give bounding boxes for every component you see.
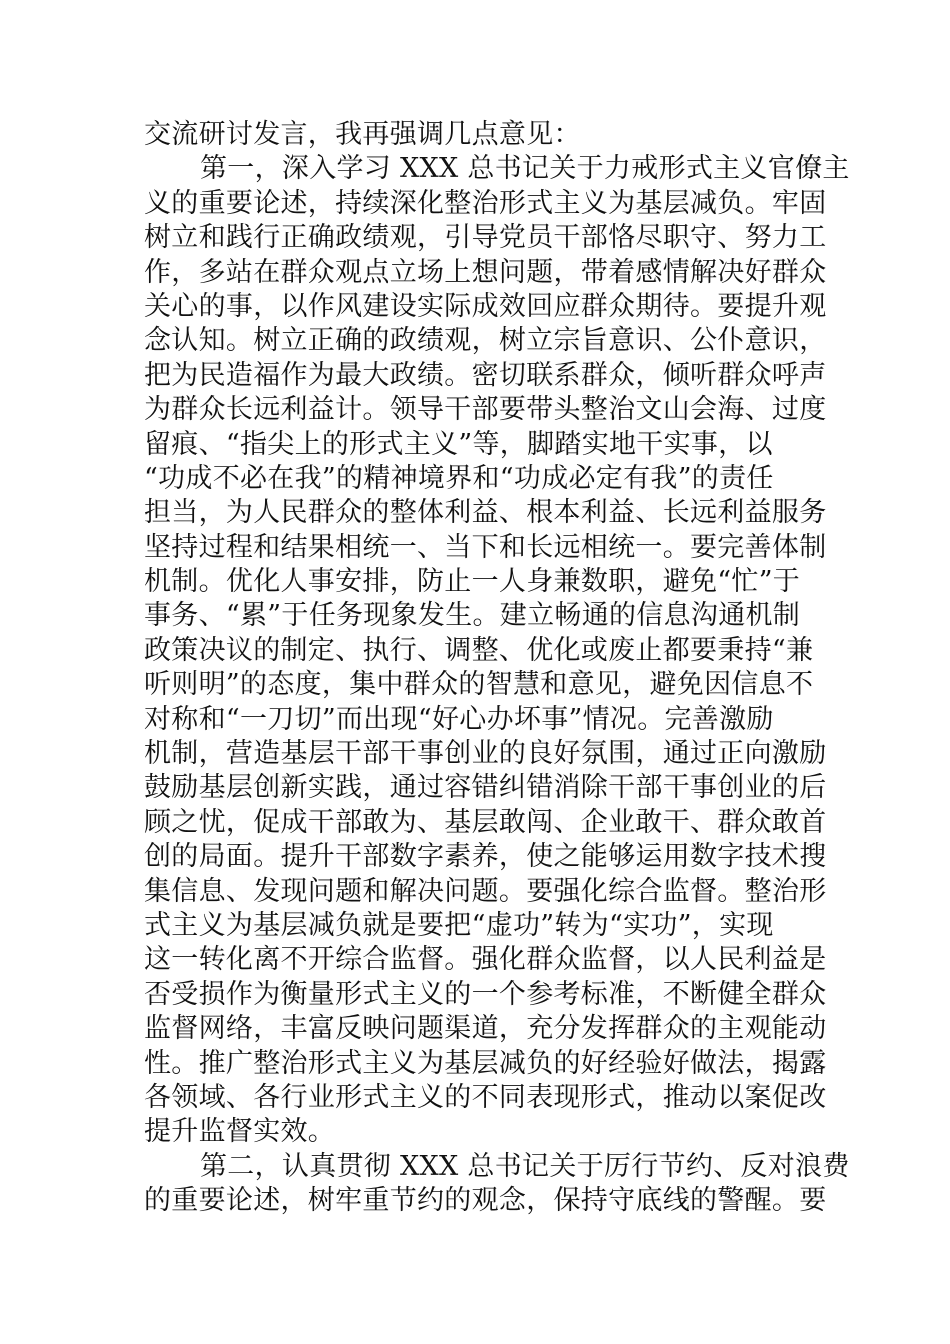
text-line: 性。推广整治形式主义为基层减负的好经验好做法，揭露: [144, 1047, 827, 1079]
text-line: 念认知。树立正确的政绩观，树立宗旨意识、公仆意识，: [144, 325, 827, 357]
text-line: 作，多站在群众观点立场上想问题，带着感情解决好群众: [144, 256, 827, 288]
text-line: 把为民造福作为最大政绩。密切联系群众，倾听群众呼声: [144, 359, 827, 391]
text-line: 集信息、发现问题和解决问题。要强化综合监督。整治形: [144, 875, 827, 907]
text-line: 提升监督实效。: [144, 1116, 336, 1148]
text-line: 机制。优化人事安排，防止一人身兼数职，避免“忙”于: [144, 566, 801, 598]
document-body: [144, 118, 850, 1219]
text-line: 否受损作为衡量形式主义的一个参考标准，不断健全群众: [144, 978, 827, 1010]
text-line: 顾之忧，促成干部敢为、基层敢闯、企业敢干、群众敢首: [144, 806, 827, 838]
text-line: 机制，营造基层干部干事创业的良好氛围，通过正向激励: [144, 738, 827, 770]
text-line: 关心的事，以作风建设实际成效回应群众期待。要提升观: [144, 290, 827, 322]
text-line: 式主义为基层减负就是要把“虚功”转为“实功”，实现: [144, 909, 774, 941]
text-line: 鼓励基层创新实践，通过容错纠错消除干部干事创业的后: [144, 772, 827, 804]
text-line: 的重要论述，树牢重节约的观念，保持守底线的警醒。要: [144, 1185, 827, 1217]
text-line: 政策决议的制定、执行、调整、优化或废止都要秉持“兼: [144, 634, 814, 666]
text-line: 监督网络，丰富反映问题渠道，充分发挥群众的主观能动: [144, 1013, 827, 1045]
text-line: 义的重要论述，持续深化整治形式主义为基层减负。牢固: [144, 187, 827, 219]
text-line: 对称和“一刀切”而出现“好心办坏事”情况。完善激励: [144, 703, 774, 735]
text-line: 听则明”的态度，集中群众的智慧和意见，避免因信息不: [144, 669, 814, 701]
text-line: 事务、“累”于任务现象发生。建立畅通的信息沟通机制: [144, 600, 801, 632]
text-line: 留痕、“指尖上的形式主义”等，脚踏实地干实事，以: [144, 428, 773, 460]
text-line: 树立和践行正确政绩观，引导党员干部恪尽职守、努力工: [144, 222, 827, 254]
text-line: 担当，为人民群众的整体利益、根本利益、长远利益服务: [144, 497, 827, 529]
text-line: 这一转化离不开综合监督。强化群众监督，以人民利益是: [144, 944, 827, 976]
text-line: “功成不必在我”的精神境界和“功成必定有我”的责任: [144, 462, 774, 494]
text-line: 为群众长远利益计。领导干部要带头整治文山会海、过度: [144, 394, 827, 426]
text-line: 第一，深入学习 XXX 总书记关于力戒形式主义官僚主: [200, 153, 850, 185]
text-line: 坚持过程和结果相统一、当下和长远相统一。要完善体制: [144, 531, 827, 563]
text-line: 创的局面。提升干部数字素养，使之能够运用数字技术搜: [144, 841, 827, 873]
text-line: 交流研讨发言，我再强调几点意见：: [144, 119, 581, 150]
text-line: 各领域、各行业形式主义的不同表现形式，推动以案促改: [144, 1081, 827, 1113]
text-line: 第二，认真贯彻 XXX 总书记关于厉行节约、反对浪费: [200, 1150, 850, 1182]
